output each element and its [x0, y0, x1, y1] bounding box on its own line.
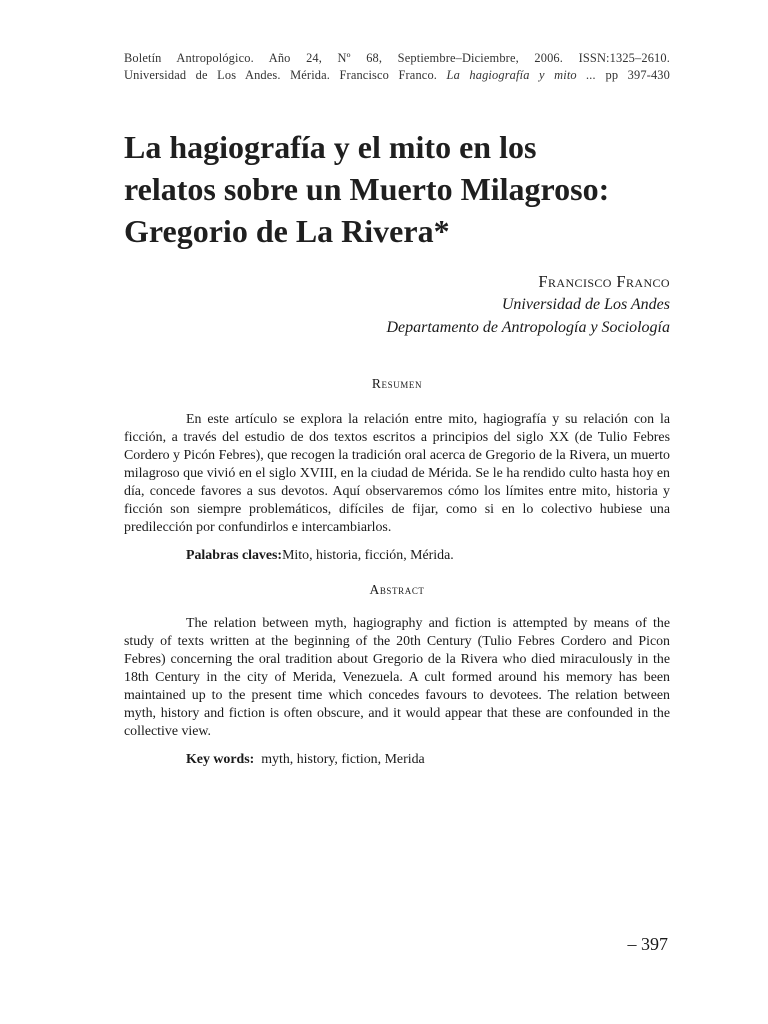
header-citation-pages: pp 397-430 [596, 68, 670, 82]
running-header [124, 50, 670, 84]
author-block [386, 270, 670, 339]
resumen-heading: Resumen [371, 376, 423, 391]
author-name: Francisco Franco [538, 272, 670, 291]
header-journal-line: Boletín Antropológico. Año 24, Nº 68, Septiembre–Diciembre, 2006. ISSN:1325–2610. [124, 51, 670, 65]
page-number: – 397 [627, 934, 668, 954]
header-citation-line [124, 67, 670, 84]
resumen-keywords [186, 547, 454, 565]
header-citation-title: La hagiografía y mito ... [446, 68, 596, 82]
resumen-keywords-values: Mito, historia, ficción, Mérida. [282, 548, 454, 563]
resumen-keywords-label: Palabras claves: [186, 548, 283, 563]
resumen-paragraph: En este artículo se explora la relación entre mito, hagiografía y su relación con la ficción, a través del estudio de dos textos escritos a principios del siglo XX (de Tulio Febres Cordero y Picón Febres), que recogen la tradición oral acerca de Gregorio de la Rivera, un muerto milagroso que vivió en el siglo XVIII, en la ciudad de Mérida. Se le ha rendido culto hasta hoy en día, concede favores a sus devotos. Aquí observaremos cómo los límites entre mito, historia y ficción son siempre problemáticos, difíciles de fijar, como si en lo colectivo hubiese una predilección por confundirlos e intercambiarlos. [124, 412, 670, 535]
article-title-line-1: La hagiografía y el mito en los [124, 129, 537, 165]
header-citation-prefix: Universidad de Los Andes. Mérida. Francisco Franco. [124, 68, 447, 82]
article-title-line-2: relatos sobre un Muerto Milagroso: [124, 171, 610, 207]
article-title-line-3: Gregorio de La Rivera* [124, 213, 450, 249]
author-affiliation-university: Universidad de Los Andes [501, 296, 670, 313]
abstract-keywords-values: myth, history, fiction, Merida [254, 752, 425, 767]
author-affiliation-department: Departamento de Antropología y Sociología [386, 319, 670, 336]
article-title [124, 126, 684, 252]
abstract-paragraph: The relation between myth, hagiography and fiction is attempted by means of the study of texts written at the beginning of the 20th Century (Tulio Febres Cordero and Picon Febres) concerning the oral tradition about Gregorio de la Rivera who died miraculously in the 18th Century in the city of Merida, Venezuela. A cult formed around his memory has been maintained up to the present time which concedes favours to devotees. The relation between myth, history and fiction is often obscure, and it would appear that these are confounded in the collective view. [124, 616, 670, 739]
abstract-keywords [186, 751, 425, 769]
abstract-heading: Abstract [369, 582, 425, 597]
abstract-keywords-label: Key words: [186, 752, 255, 767]
